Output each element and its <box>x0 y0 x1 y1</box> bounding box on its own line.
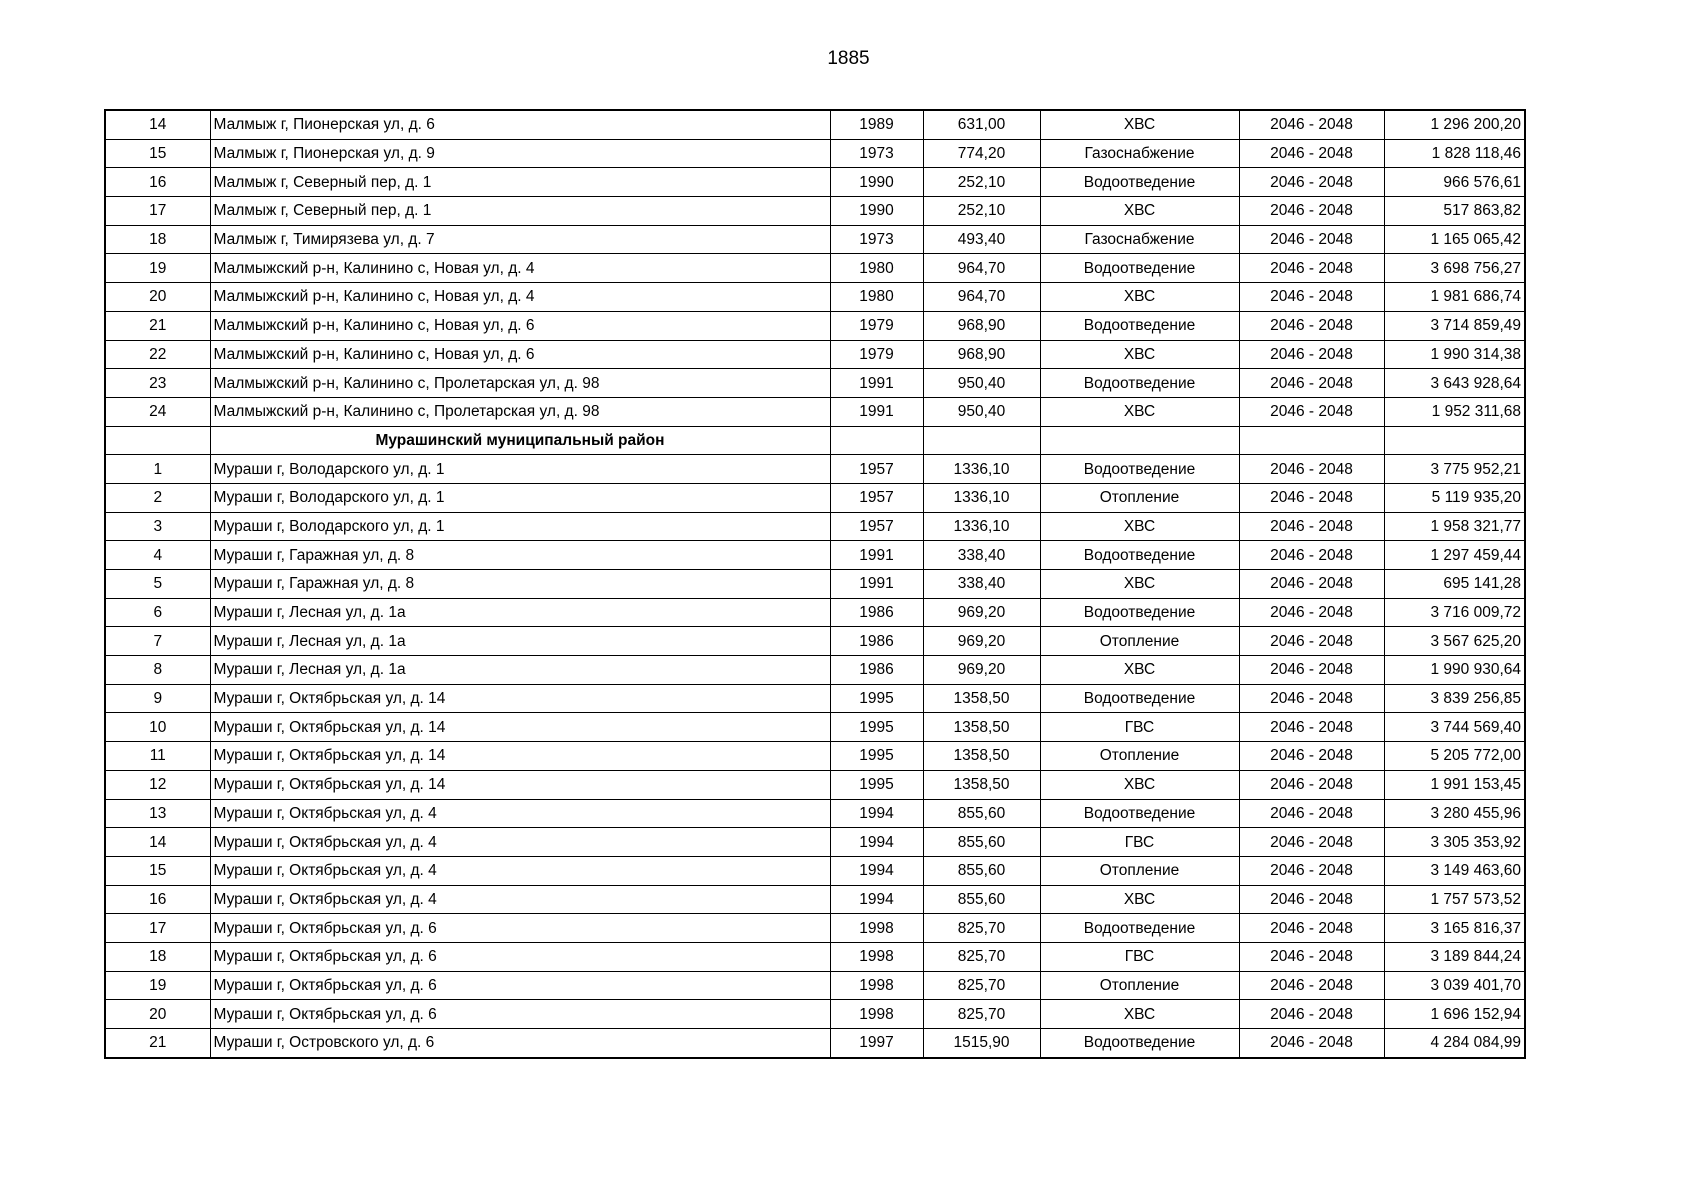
row-number-cell: 11 <box>105 742 210 771</box>
work-type-cell: Водоотведение <box>1040 541 1239 570</box>
work-type-cell: Отопление <box>1040 742 1239 771</box>
table-row <box>105 885 1525 914</box>
build-year-cell: 1973 <box>830 225 923 254</box>
row-number-cell: 16 <box>105 168 210 197</box>
area-cell: 1358,50 <box>923 770 1040 799</box>
row-number-cell: 15 <box>105 139 210 168</box>
cost-cell: 1 990 930,64 <box>1384 656 1525 685</box>
row-number-cell: 22 <box>105 340 210 369</box>
address-cell: Мураши г, Лесная ул, д. 1а <box>210 598 830 627</box>
area-cell: 964,70 <box>923 283 1040 312</box>
area-cell: 855,60 <box>923 856 1040 885</box>
period-cell: 2046 - 2048 <box>1239 225 1384 254</box>
work-type-cell: ГВС <box>1040 942 1239 971</box>
work-type-cell: ГВС <box>1040 713 1239 742</box>
area-cell: 969,20 <box>923 656 1040 685</box>
build-year-cell: 1994 <box>830 856 923 885</box>
period-cell: 2046 - 2048 <box>1239 311 1384 340</box>
row-number-cell: 14 <box>105 828 210 857</box>
address-cell: Малмыжский р-н, Калинино с, Новая ул, д. 4 <box>210 283 830 312</box>
work-type-cell: Водоотведение <box>1040 455 1239 484</box>
period-cell: 2046 - 2048 <box>1239 828 1384 857</box>
cost-cell: 1 952 311,68 <box>1384 397 1525 426</box>
area-cell: 825,70 <box>923 1000 1040 1029</box>
table-row <box>105 168 1525 197</box>
address-cell: Мураши г, Лесная ул, д. 1а <box>210 656 830 685</box>
work-type-cell: ХВС <box>1040 885 1239 914</box>
area-cell: 825,70 <box>923 971 1040 1000</box>
address-cell: Малмыж г, Тимирязева ул, д. 7 <box>210 225 830 254</box>
address-cell: Мураши г, Володарского ул, д. 1 <box>210 512 830 541</box>
table-row <box>105 598 1525 627</box>
work-type-cell: ХВС <box>1040 570 1239 599</box>
page-number: 1885 <box>827 48 870 69</box>
period-cell: 2046 - 2048 <box>1239 914 1384 943</box>
empty-cell <box>1384 426 1525 455</box>
address-cell: Мураши г, Октябрьская ул, д. 4 <box>210 885 830 914</box>
work-type-cell: Водоотведение <box>1040 254 1239 283</box>
cost-cell: 3 775 952,21 <box>1384 455 1525 484</box>
row-number-cell: 14 <box>105 110 210 139</box>
build-year-cell: 1991 <box>830 397 923 426</box>
build-year-cell: 1989 <box>830 110 923 139</box>
period-cell: 2046 - 2048 <box>1239 856 1384 885</box>
row-number-cell: 17 <box>105 197 210 226</box>
cost-cell: 966 576,61 <box>1384 168 1525 197</box>
address-cell: Мураши г, Октябрьская ул, д. 6 <box>210 1000 830 1029</box>
area-cell: 1358,50 <box>923 742 1040 771</box>
build-year-cell: 1995 <box>830 684 923 713</box>
cost-cell: 3 149 463,60 <box>1384 856 1525 885</box>
period-cell: 2046 - 2048 <box>1239 197 1384 226</box>
period-cell: 2046 - 2048 <box>1239 971 1384 1000</box>
area-cell: 969,20 <box>923 598 1040 627</box>
build-year-cell: 1980 <box>830 283 923 312</box>
row-number-cell: 23 <box>105 369 210 398</box>
area-cell: 825,70 <box>923 914 1040 943</box>
table-row <box>105 627 1525 656</box>
table-row <box>105 770 1525 799</box>
area-cell: 631,00 <box>923 110 1040 139</box>
area-cell: 1336,10 <box>923 512 1040 541</box>
address-cell: Мураши г, Гаражная ул, д. 8 <box>210 570 830 599</box>
cost-cell: 3 716 009,72 <box>1384 598 1525 627</box>
area-cell: 338,40 <box>923 570 1040 599</box>
period-cell: 2046 - 2048 <box>1239 1029 1384 1058</box>
area-cell: 855,60 <box>923 828 1040 857</box>
cost-cell: 3 698 756,27 <box>1384 254 1525 283</box>
area-cell: 1515,90 <box>923 1029 1040 1058</box>
period-cell: 2046 - 2048 <box>1239 369 1384 398</box>
address-cell: Мураши г, Октябрьская ул, д. 4 <box>210 799 830 828</box>
row-number-cell: 4 <box>105 541 210 570</box>
cost-cell: 3 643 928,64 <box>1384 369 1525 398</box>
work-type-cell: Водоотведение <box>1040 369 1239 398</box>
address-cell: Мураши г, Володарского ул, д. 1 <box>210 483 830 512</box>
address-cell: Малмыжский р-н, Калинино с, Новая ул, д. 6 <box>210 311 830 340</box>
cost-cell: 1 165 065,42 <box>1384 225 1525 254</box>
table-row <box>105 1029 1525 1058</box>
area-cell: 1358,50 <box>923 684 1040 713</box>
district-title: Мурашинский муниципальный район <box>210 426 830 455</box>
period-cell: 2046 - 2048 <box>1239 885 1384 914</box>
cost-cell: 1 981 686,74 <box>1384 283 1525 312</box>
build-year-cell: 1998 <box>830 1000 923 1029</box>
period-cell: 2046 - 2048 <box>1239 483 1384 512</box>
address-cell: Мураши г, Октябрьская ул, д. 14 <box>210 742 830 771</box>
build-year-cell: 1998 <box>830 914 923 943</box>
build-year-cell: 1995 <box>830 713 923 742</box>
period-cell: 2046 - 2048 <box>1239 656 1384 685</box>
area-cell: 969,20 <box>923 627 1040 656</box>
row-number-cell: 24 <box>105 397 210 426</box>
work-type-cell: ХВС <box>1040 197 1239 226</box>
work-type-cell: ХВС <box>1040 512 1239 541</box>
build-year-cell: 1991 <box>830 570 923 599</box>
work-type-cell: ХВС <box>1040 340 1239 369</box>
address-cell: Мураши г, Володарского ул, д. 1 <box>210 455 830 484</box>
table-row <box>105 110 1525 139</box>
area-cell: 1358,50 <box>923 713 1040 742</box>
build-year-cell: 1986 <box>830 627 923 656</box>
cost-cell: 1 297 459,44 <box>1384 541 1525 570</box>
address-cell: Малмыжский р-н, Калинино с, Новая ул, д. 4 <box>210 254 830 283</box>
work-type-cell: ХВС <box>1040 1000 1239 1029</box>
empty-cell <box>923 426 1040 455</box>
table-row <box>105 254 1525 283</box>
work-type-cell: ХВС <box>1040 770 1239 799</box>
address-cell: Малмыж г, Пионерская ул, д. 9 <box>210 139 830 168</box>
repair-schedule-table <box>104 109 1526 1059</box>
address-cell: Малмыж г, Северный пер, д. 1 <box>210 168 830 197</box>
build-year-cell: 1980 <box>830 254 923 283</box>
address-cell: Малмыж г, Пионерская ул, д. 6 <box>210 110 830 139</box>
cost-cell: 3 744 569,40 <box>1384 713 1525 742</box>
address-cell: Мураши г, Лесная ул, д. 1а <box>210 627 830 656</box>
row-number-cell: 5 <box>105 570 210 599</box>
table-row <box>105 512 1525 541</box>
build-year-cell: 1995 <box>830 770 923 799</box>
build-year-cell: 1973 <box>830 139 923 168</box>
work-type-cell: Газоснабжение <box>1040 139 1239 168</box>
row-number-cell: 12 <box>105 770 210 799</box>
cost-cell: 1 296 200,20 <box>1384 110 1525 139</box>
address-cell: Мураши г, Октябрьская ул, д. 14 <box>210 684 830 713</box>
cost-cell: 1 958 321,77 <box>1384 512 1525 541</box>
table-row <box>105 684 1525 713</box>
build-year-cell: 1986 <box>830 656 923 685</box>
area-cell: 950,40 <box>923 397 1040 426</box>
row-number-cell: 19 <box>105 971 210 1000</box>
area-cell: 1336,10 <box>923 455 1040 484</box>
period-cell: 2046 - 2048 <box>1239 512 1384 541</box>
table-row <box>105 283 1525 312</box>
period-cell: 2046 - 2048 <box>1239 684 1384 713</box>
work-type-cell: Отопление <box>1040 627 1239 656</box>
row-number-cell: 20 <box>105 1000 210 1029</box>
row-number-cell: 7 <box>105 627 210 656</box>
table-row <box>105 942 1525 971</box>
row-number-cell: 13 <box>105 799 210 828</box>
row-number-cell: 18 <box>105 942 210 971</box>
period-cell: 2046 - 2048 <box>1239 627 1384 656</box>
build-year-cell: 1995 <box>830 742 923 771</box>
table-row <box>105 742 1525 771</box>
cost-cell: 3 039 401,70 <box>1384 971 1525 1000</box>
table-row <box>105 197 1525 226</box>
table-row <box>105 225 1525 254</box>
work-type-cell: Водоотведение <box>1040 914 1239 943</box>
address-cell: Малмыжский р-н, Калинино с, Пролетарская ул, д. 98 <box>210 397 830 426</box>
cost-cell: 3 839 256,85 <box>1384 684 1525 713</box>
table-row <box>105 971 1525 1000</box>
table-row <box>105 541 1525 570</box>
empty-cell <box>1040 426 1239 455</box>
address-cell: Мураши г, Октябрьская ул, д. 6 <box>210 971 830 1000</box>
address-cell: Мураши г, Октябрьская ул, д. 6 <box>210 942 830 971</box>
empty-cell <box>1239 426 1384 455</box>
address-cell: Малмыж г, Северный пер, д. 1 <box>210 197 830 226</box>
cost-cell: 517 863,82 <box>1384 197 1525 226</box>
area-cell: 968,90 <box>923 340 1040 369</box>
table-row <box>105 856 1525 885</box>
address-cell: Малмыжский р-н, Калинино с, Новая ул, д. 6 <box>210 340 830 369</box>
period-cell: 2046 - 2048 <box>1239 1000 1384 1029</box>
row-number-cell: 15 <box>105 856 210 885</box>
cost-cell: 1 757 573,52 <box>1384 885 1525 914</box>
work-type-cell: Водоотведение <box>1040 598 1239 627</box>
table-row <box>105 369 1525 398</box>
table-row <box>105 828 1525 857</box>
cost-cell: 1 990 314,38 <box>1384 340 1525 369</box>
table-row <box>105 656 1525 685</box>
build-year-cell: 1979 <box>830 311 923 340</box>
build-year-cell: 1990 <box>830 197 923 226</box>
period-cell: 2046 - 2048 <box>1239 541 1384 570</box>
row-number-cell: 2 <box>105 483 210 512</box>
work-type-cell: ХВС <box>1040 283 1239 312</box>
work-type-cell: ХВС <box>1040 110 1239 139</box>
cost-cell: 695 141,28 <box>1384 570 1525 599</box>
row-number-cell: 19 <box>105 254 210 283</box>
row-number-cell: 9 <box>105 684 210 713</box>
period-cell: 2046 - 2048 <box>1239 340 1384 369</box>
area-cell: 338,40 <box>923 541 1040 570</box>
district-header-row <box>105 426 1525 455</box>
period-cell: 2046 - 2048 <box>1239 455 1384 484</box>
row-number-cell: 6 <box>105 598 210 627</box>
build-year-cell: 1997 <box>830 1029 923 1058</box>
period-cell: 2046 - 2048 <box>1239 570 1384 599</box>
build-year-cell: 1991 <box>830 369 923 398</box>
row-number-cell: 20 <box>105 283 210 312</box>
address-cell: Малмыжский р-н, Калинино с, Пролетарская ул, д. 98 <box>210 369 830 398</box>
build-year-cell: 1994 <box>830 828 923 857</box>
cost-cell: 3 305 353,92 <box>1384 828 1525 857</box>
row-number-cell: 17 <box>105 914 210 943</box>
area-cell: 964,70 <box>923 254 1040 283</box>
area-cell: 950,40 <box>923 369 1040 398</box>
table-row <box>105 1000 1525 1029</box>
area-cell: 825,70 <box>923 942 1040 971</box>
address-cell: Мураши г, Октябрьская ул, д. 14 <box>210 770 830 799</box>
table-row <box>105 397 1525 426</box>
build-year-cell: 1957 <box>830 512 923 541</box>
table-row <box>105 713 1525 742</box>
build-year-cell: 1957 <box>830 455 923 484</box>
area-cell: 968,90 <box>923 311 1040 340</box>
cost-cell: 3 280 455,96 <box>1384 799 1525 828</box>
cost-cell: 3 189 844,24 <box>1384 942 1525 971</box>
table-body <box>105 110 1525 1058</box>
build-year-cell: 1998 <box>830 942 923 971</box>
area-cell: 774,20 <box>923 139 1040 168</box>
work-type-cell: Водоотведение <box>1040 168 1239 197</box>
table-row <box>105 570 1525 599</box>
build-year-cell: 1957 <box>830 483 923 512</box>
table-row <box>105 455 1525 484</box>
period-cell: 2046 - 2048 <box>1239 799 1384 828</box>
period-cell: 2046 - 2048 <box>1239 139 1384 168</box>
work-type-cell: ХВС <box>1040 656 1239 685</box>
period-cell: 2046 - 2048 <box>1239 598 1384 627</box>
cost-cell: 4 284 084,99 <box>1384 1029 1525 1058</box>
work-type-cell: Водоотведение <box>1040 799 1239 828</box>
work-type-cell: ГВС <box>1040 828 1239 857</box>
cost-cell: 3 165 816,37 <box>1384 914 1525 943</box>
period-cell: 2046 - 2048 <box>1239 397 1384 426</box>
work-type-cell: Водоотведение <box>1040 1029 1239 1058</box>
table-row <box>105 914 1525 943</box>
cost-cell: 3 567 625,20 <box>1384 627 1525 656</box>
row-number-cell: 1 <box>105 455 210 484</box>
table-row <box>105 340 1525 369</box>
empty-cell <box>830 426 923 455</box>
build-year-cell: 1994 <box>830 799 923 828</box>
build-year-cell: 1991 <box>830 541 923 570</box>
build-year-cell: 1994 <box>830 885 923 914</box>
cost-cell: 1 828 118,46 <box>1384 139 1525 168</box>
work-type-cell: Отопление <box>1040 483 1239 512</box>
row-number-cell: 16 <box>105 885 210 914</box>
table-row <box>105 799 1525 828</box>
build-year-cell: 1990 <box>830 168 923 197</box>
address-cell: Мураши г, Октябрьская ул, д. 4 <box>210 828 830 857</box>
row-number-cell: 3 <box>105 512 210 541</box>
row-number-cell: 21 <box>105 311 210 340</box>
address-cell: Мураши г, Островского ул, д. 6 <box>210 1029 830 1058</box>
work-type-cell: Отопление <box>1040 856 1239 885</box>
work-type-cell: Водоотведение <box>1040 684 1239 713</box>
empty-cell <box>105 426 210 455</box>
period-cell: 2046 - 2048 <box>1239 770 1384 799</box>
row-number-cell: 10 <box>105 713 210 742</box>
work-type-cell: ХВС <box>1040 397 1239 426</box>
address-cell: Мураши г, Гаражная ул, д. 8 <box>210 541 830 570</box>
build-year-cell: 1979 <box>830 340 923 369</box>
cost-cell: 3 714 859,49 <box>1384 311 1525 340</box>
work-type-cell: Отопление <box>1040 971 1239 1000</box>
address-cell: Мураши г, Октябрьская ул, д. 4 <box>210 856 830 885</box>
row-number-cell: 8 <box>105 656 210 685</box>
period-cell: 2046 - 2048 <box>1239 254 1384 283</box>
cost-cell: 5 205 772,00 <box>1384 742 1525 771</box>
cost-cell: 1 991 153,45 <box>1384 770 1525 799</box>
work-type-cell: Водоотведение <box>1040 311 1239 340</box>
table-row <box>105 483 1525 512</box>
period-cell: 2046 - 2048 <box>1239 942 1384 971</box>
row-number-cell: 18 <box>105 225 210 254</box>
period-cell: 2046 - 2048 <box>1239 742 1384 771</box>
period-cell: 2046 - 2048 <box>1239 283 1384 312</box>
period-cell: 2046 - 2048 <box>1239 713 1384 742</box>
address-cell: Мураши г, Октябрьская ул, д. 6 <box>210 914 830 943</box>
row-number-cell: 21 <box>105 1029 210 1058</box>
cost-cell: 5 119 935,20 <box>1384 483 1525 512</box>
table-row <box>105 311 1525 340</box>
table-row <box>105 139 1525 168</box>
area-cell: 855,60 <box>923 885 1040 914</box>
build-year-cell: 1998 <box>830 971 923 1000</box>
area-cell: 493,40 <box>923 225 1040 254</box>
work-type-cell: Газоснабжение <box>1040 225 1239 254</box>
period-cell: 2046 - 2048 <box>1239 110 1384 139</box>
build-year-cell: 1986 <box>830 598 923 627</box>
area-cell: 252,10 <box>923 168 1040 197</box>
area-cell: 1336,10 <box>923 483 1040 512</box>
period-cell: 2046 - 2048 <box>1239 168 1384 197</box>
area-cell: 252,10 <box>923 197 1040 226</box>
cost-cell: 1 696 152,94 <box>1384 1000 1525 1029</box>
area-cell: 855,60 <box>923 799 1040 828</box>
address-cell: Мураши г, Октябрьская ул, д. 14 <box>210 713 830 742</box>
